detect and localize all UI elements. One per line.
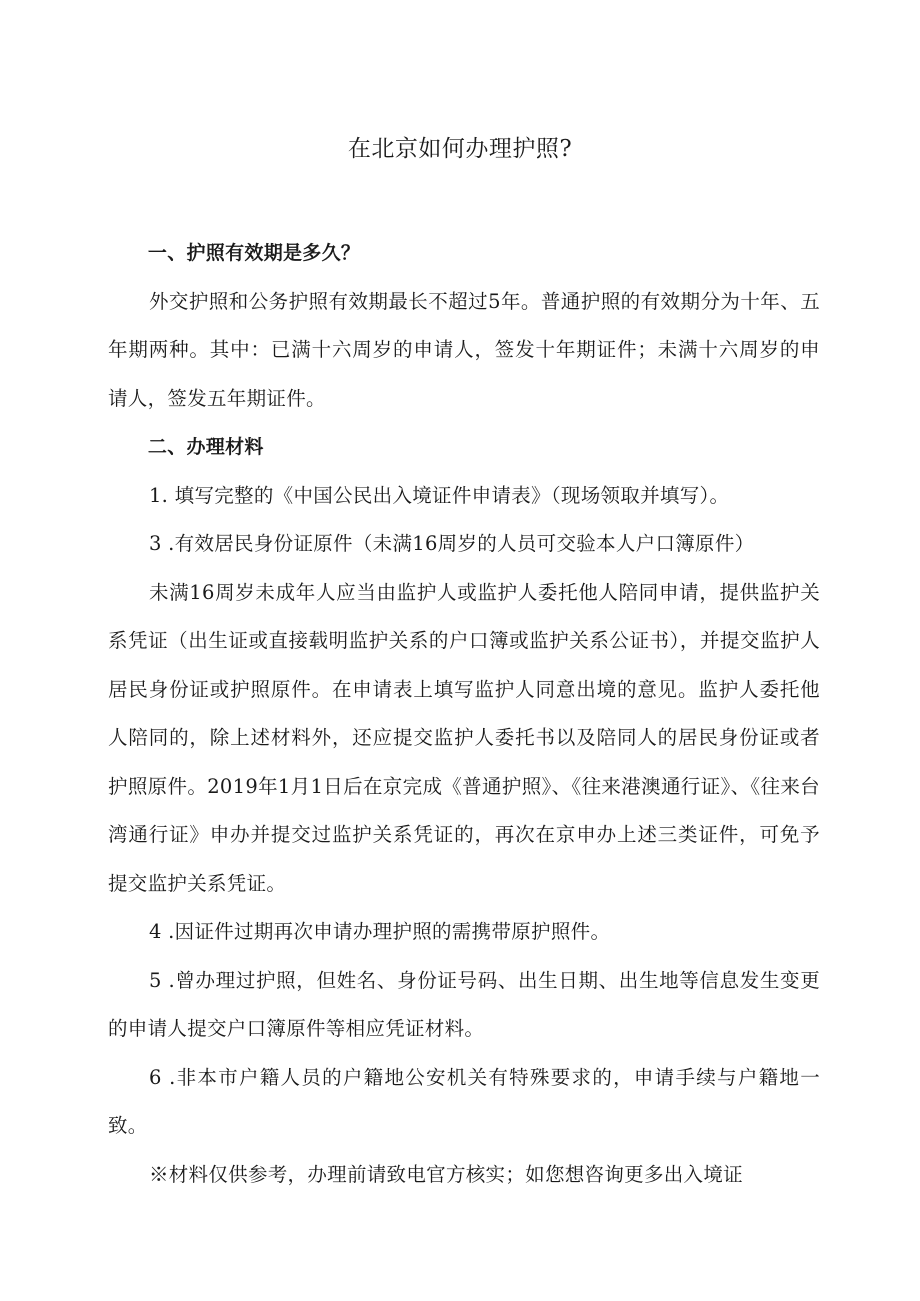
page-title: 在北京如何办理护照? bbox=[347, 136, 573, 162]
material-item-5: 5 .曾办理过护照，但姓名、身份证号码、出生日期、出生地等信息发生变更的申请人提交户口簿原件等相应凭证材料。 bbox=[108, 968, 820, 1040]
section-heading-materials: 二、办理材料 bbox=[147, 436, 264, 458]
document-body bbox=[108, 229, 820, 1199]
material-item-1: 1. 填写完整的《中国公民出入境证件申请表》（现场领取并填写）。 bbox=[148, 483, 730, 507]
note-paragraph: ※材料仅供参考，办理前请致电官方核实；如您想咨询更多出入境证 bbox=[148, 1162, 743, 1186]
material-item-6: 6 .非本市户籍人员的户籍地公安机关有特殊要求的，申请手续与户籍地一致。 bbox=[108, 1065, 820, 1137]
paragraph-validity: 外交护照和公务护照有效期最长不超过5年。普通护照的有效期分为十年、五年期两种。其中：已满十六周岁的申请人，签发十年期证件；未满十六周岁的申请人，签发五年期证件。 bbox=[108, 289, 820, 410]
material-item-4: 4 .因证件过期再次申请办理护照的需携带原护照件。 bbox=[148, 920, 611, 943]
section-heading-validity: 一、护照有效期是多久？ bbox=[147, 242, 361, 264]
paragraph-minors: 未满16周岁未成年人应当由监护人或监护人委托他人陪同申请，提供监护关系凭证（出生证或直接载明监护关系的户口簿或监护关系公证书），并提交监护人居民身份证或护照原件。在申请表上填写监护人同意出境的意见。监护人委托他人陪同的，除上述材料外，还应提交监护人委托书以及陪同人的居民身份证或者护照原件。2019年1月1日后在京完成《普通护照》、《往来港澳通行证》、《往来台湾通行证》申办并提交过监护关系凭证的，再次在京申办上述三类证件，可免予提交监护关系凭证。 bbox=[108, 580, 820, 895]
material-item-3: 3 .有效居民身份证原件（未满16周岁的人员可交验本人户口簿原件） bbox=[148, 532, 755, 555]
